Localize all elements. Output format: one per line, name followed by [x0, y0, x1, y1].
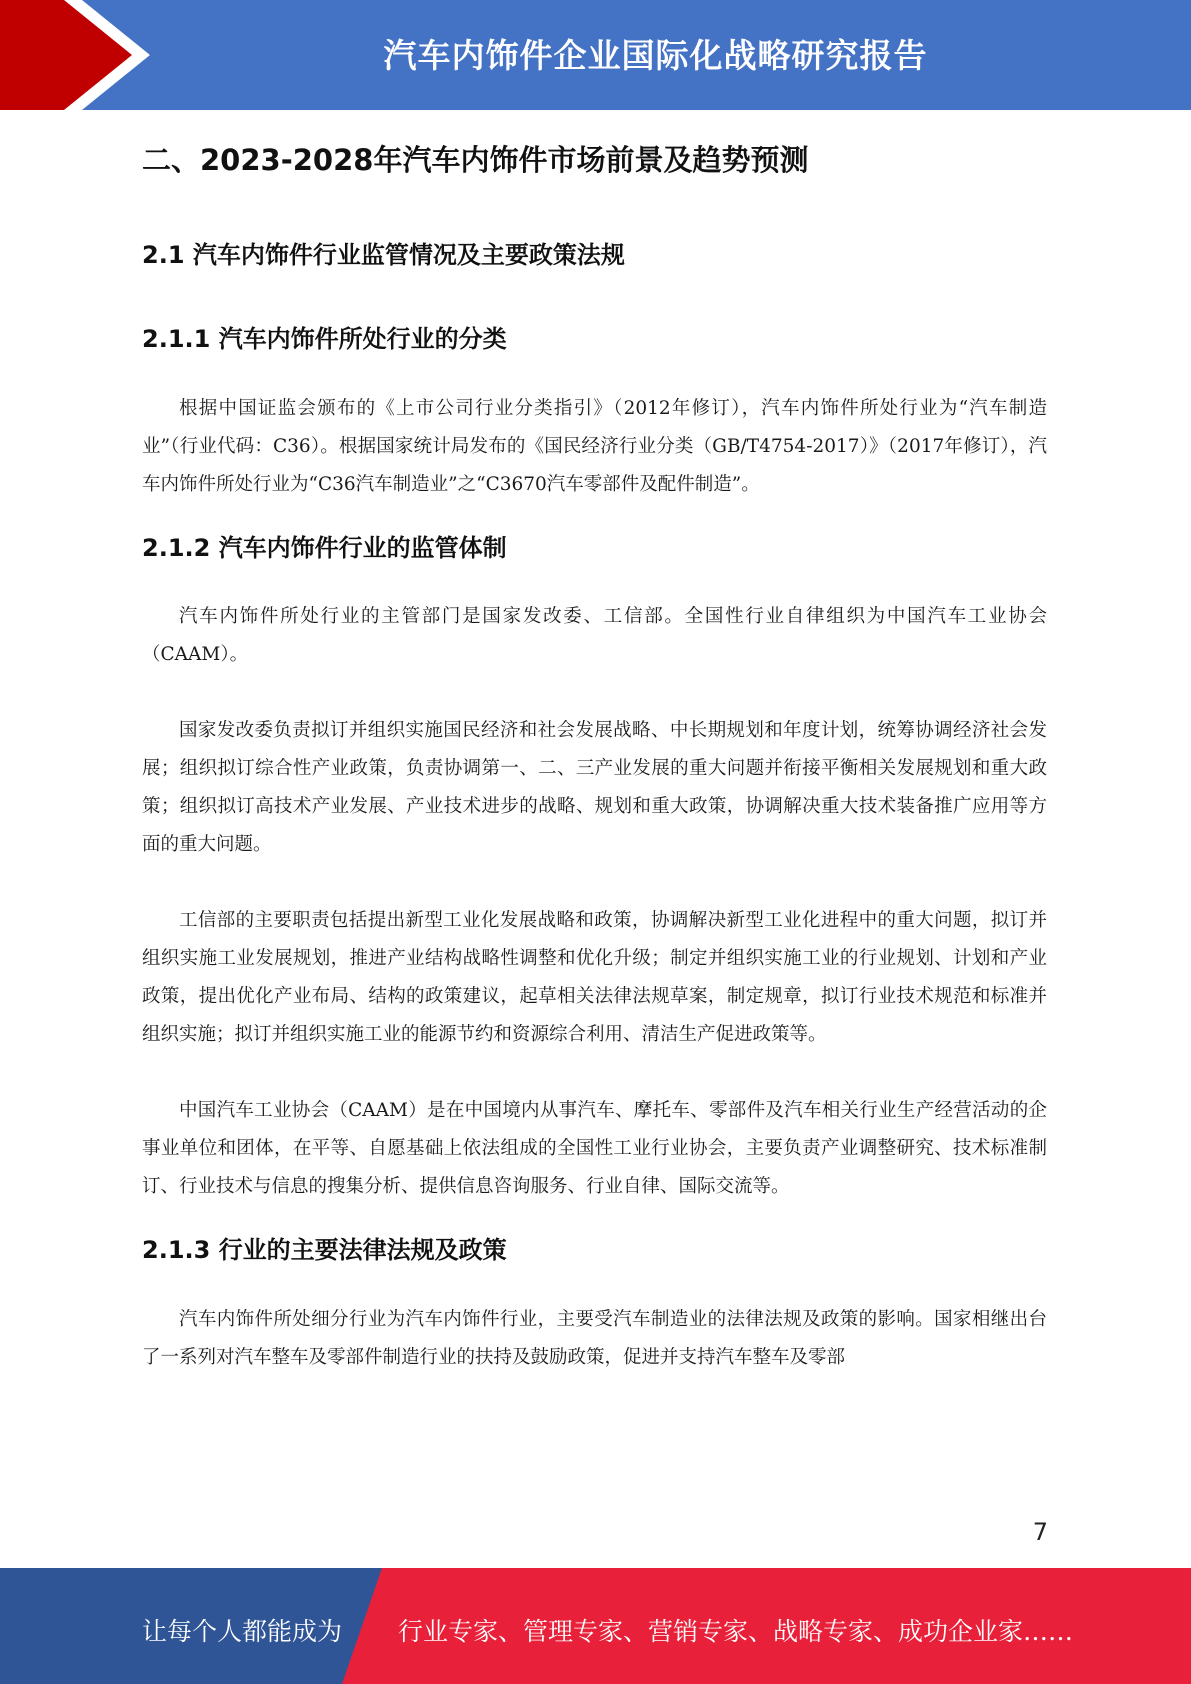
footer-band — [0, 1568, 1191, 1684]
document-body — [142, 132, 1047, 1377]
footer-slogan-left: 让每个人都能成为 — [142, 1617, 343, 1646]
paragraph: 汽车内饰件所处行业的主管部门是国家发改委、工信部。全国性行业自律组织为中国汽车工业协会（CAAM）。 — [142, 606, 1047, 666]
chapter-heading: 二、2023-2028年汽车内饰件市场前景及趋势预测 — [142, 143, 809, 177]
header-band — [0, 0, 1191, 110]
section-heading-2-1-3: 2.1.3 行业的主要法律法规及政策 — [142, 1236, 507, 1265]
paragraph: 国家发改委负责拟订并组织实施国民经济和社会发展战略、中长期规划和年度计划，统筹协调经济社会发展；组织拟订综合性产业政策，负责协调第一、二、三产业发展的重大问题并衔接平衡相关发展规划和重大政策；组织拟订高技术产业发展、产业技术进步的战略、规划和重大政策，协调解决重大技术装备推广应用等方面的重大问题。 — [142, 720, 1047, 856]
paragraph: 汽车内饰件所处细分行业为汽车内饰件行业，主要受汽车制造业的法律法规及政策的影响。国家相继出台了一系列对汽车整车及零部件制造行业的扶持及鼓励政策，促进并支持汽车整车及零部 — [142, 1308, 1047, 1368]
paragraph: 工信部的主要职责包括提出新型工业化发展战略和政策，协调解决新型工业化进程中的重大问题，拟订并组织实施工业发展规划，推进产业结构战略性调整和优化升级；制定并组织实施工业的行业规划、计划和产业政策，提出优化产业布局、结构的政策建议，起草相关法律法规草案，制定规章，拟订行业技术规范和标准并组织实施；拟订并组织实施工业的能源节约和资源综合利用、清洁生产促进政策等。 — [142, 910, 1047, 1046]
section-heading-2-1-1: 2.1.1 汽车内饰件所处行业的分类 — [142, 325, 507, 354]
paragraph: 根据中国证监会颁布的《上市公司行业分类指引》（2012年修订），汽车内饰件所处行业为“汽车制造业”（行业代码：C36）。根据国家统计局发布的《国民经济行业分类（GB/T4754-2017）》（2017年修订），汽车内饰件所处行业为“C36汽车制造业”之“C3670汽车零部件及配件制造”。 — [142, 397, 1047, 495]
footer-slogan-right: 行业专家、管理专家、营销专家、战略专家、成功企业家…… — [398, 1617, 1074, 1646]
paragraph: 中国汽车工业协会（CAAM）是在中国境内从事汽车、摩托车、零部件及汽车相关行业生产经营活动的企事业单位和团体，在平等、自愿基础上依法组成的全国性工业行业协会，主要负责产业调整研究、技术标准制订、行业技术与信息的搜集分析、提供信息咨询服务、行业自律、国际交流等。 — [142, 1100, 1047, 1198]
section-heading-2-1: 2.1 汽车内饰件行业监管情况及主要政策法规 — [142, 240, 625, 269]
section-heading-2-1-2: 2.1.2 汽车内饰件行业的监管体制 — [142, 533, 507, 562]
report-title: 汽车内饰件企业国际化战略研究报告 — [383, 36, 928, 75]
page-number: 7 — [1032, 1518, 1048, 1546]
